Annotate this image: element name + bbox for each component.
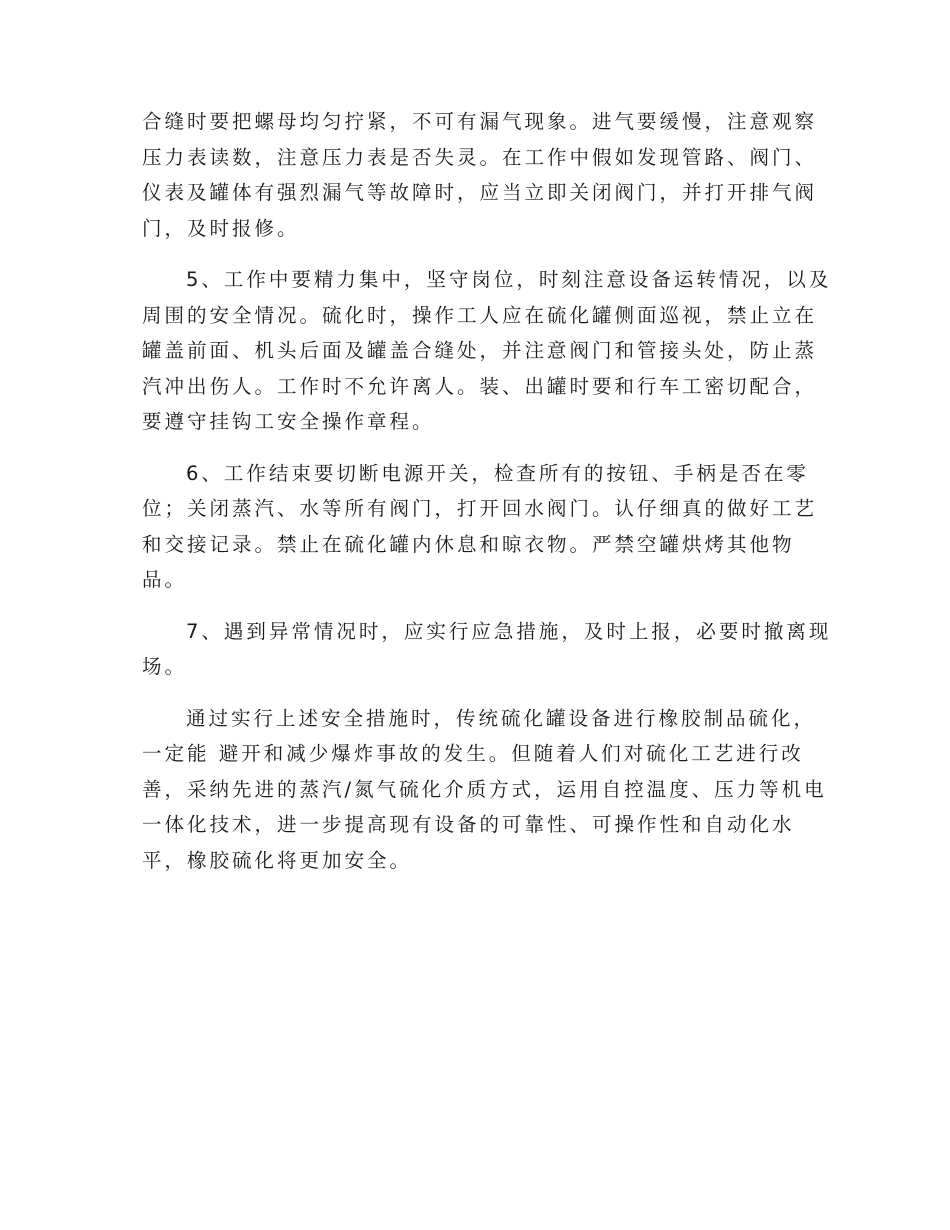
text-line: 位；关闭蒸汽、水等所有阀门，打开回水阀门。认仔细真的做好工艺 <box>142 497 818 520</box>
text-line: 压力表读数，注意压力表是否失灵。在工作中假如发现管路、阀门、 <box>142 145 818 169</box>
text-line: 要遵守挂钩工安全操作章程。 <box>142 410 435 433</box>
text-line: 场。 <box>142 655 188 678</box>
text-line: 罐盖前面、机头后面及罐盖合缝处，并注意阀门和管接头处，防止蒸 <box>142 339 818 362</box>
text-line: 7、遇到异常情况时，应实行应急措施，及时上报，必要时撤离现 <box>186 619 832 643</box>
paragraph-conclusion <box>142 701 827 879</box>
text-line: 品。 <box>142 568 188 591</box>
text-line: 门，及时报修。 <box>142 216 300 240</box>
text-line: 6、工作结束要切断电源开关，检查所有的按钮、手柄是否在零 <box>186 461 809 485</box>
text-line: 周围的安全情况。硫化时，操作工人应在硫化罐侧面巡视，禁止立在 <box>142 303 818 327</box>
text-line: 和交接记录。禁止在硫化罐内休息和晾衣物。严禁空罐烘烤其他物 <box>142 532 795 556</box>
text-line: 合缝时要把螺母均匀拧紧，不可有漏气现象。进气要缓慢，注意观察 <box>142 110 818 133</box>
text-line: 通过实行上述安全措施时，传统硫化罐设备进行橡胶制品硫化， <box>186 706 817 730</box>
document-body <box>142 104 832 894</box>
text-line: 善，采纳先进的蒸汽/氮气硫化介质方式，运用自控温度、压力等机电 <box>142 777 827 801</box>
paragraph-pressure-check <box>142 104 818 246</box>
text-line: 仪表及罐体有强烈漏气等故障时，应当立即关闭阀门，并打开排气阀 <box>142 181 818 204</box>
paragraph-item-6 <box>142 456 818 598</box>
paragraph-item-5 <box>142 262 832 440</box>
text-line: 汽冲出伤人。工作时不允许离人。装、出罐时要和行车工密切配合， <box>142 374 818 398</box>
text-line: 平，橡胶硫化将更加安全。 <box>142 848 413 872</box>
text-line: 一体化技术，进一步提高现有设备的可靠性、可操作性和自动化水 <box>142 813 795 836</box>
paragraph-item-7 <box>142 614 832 685</box>
text-line: 5、工作中要精力集中，坚守岗位，时刻注意设备运转情况，以及 <box>186 268 832 291</box>
text-line: 一定能 避开和减少爆炸事故的发生。但随着人们对硫化工艺进行改 <box>142 742 804 765</box>
